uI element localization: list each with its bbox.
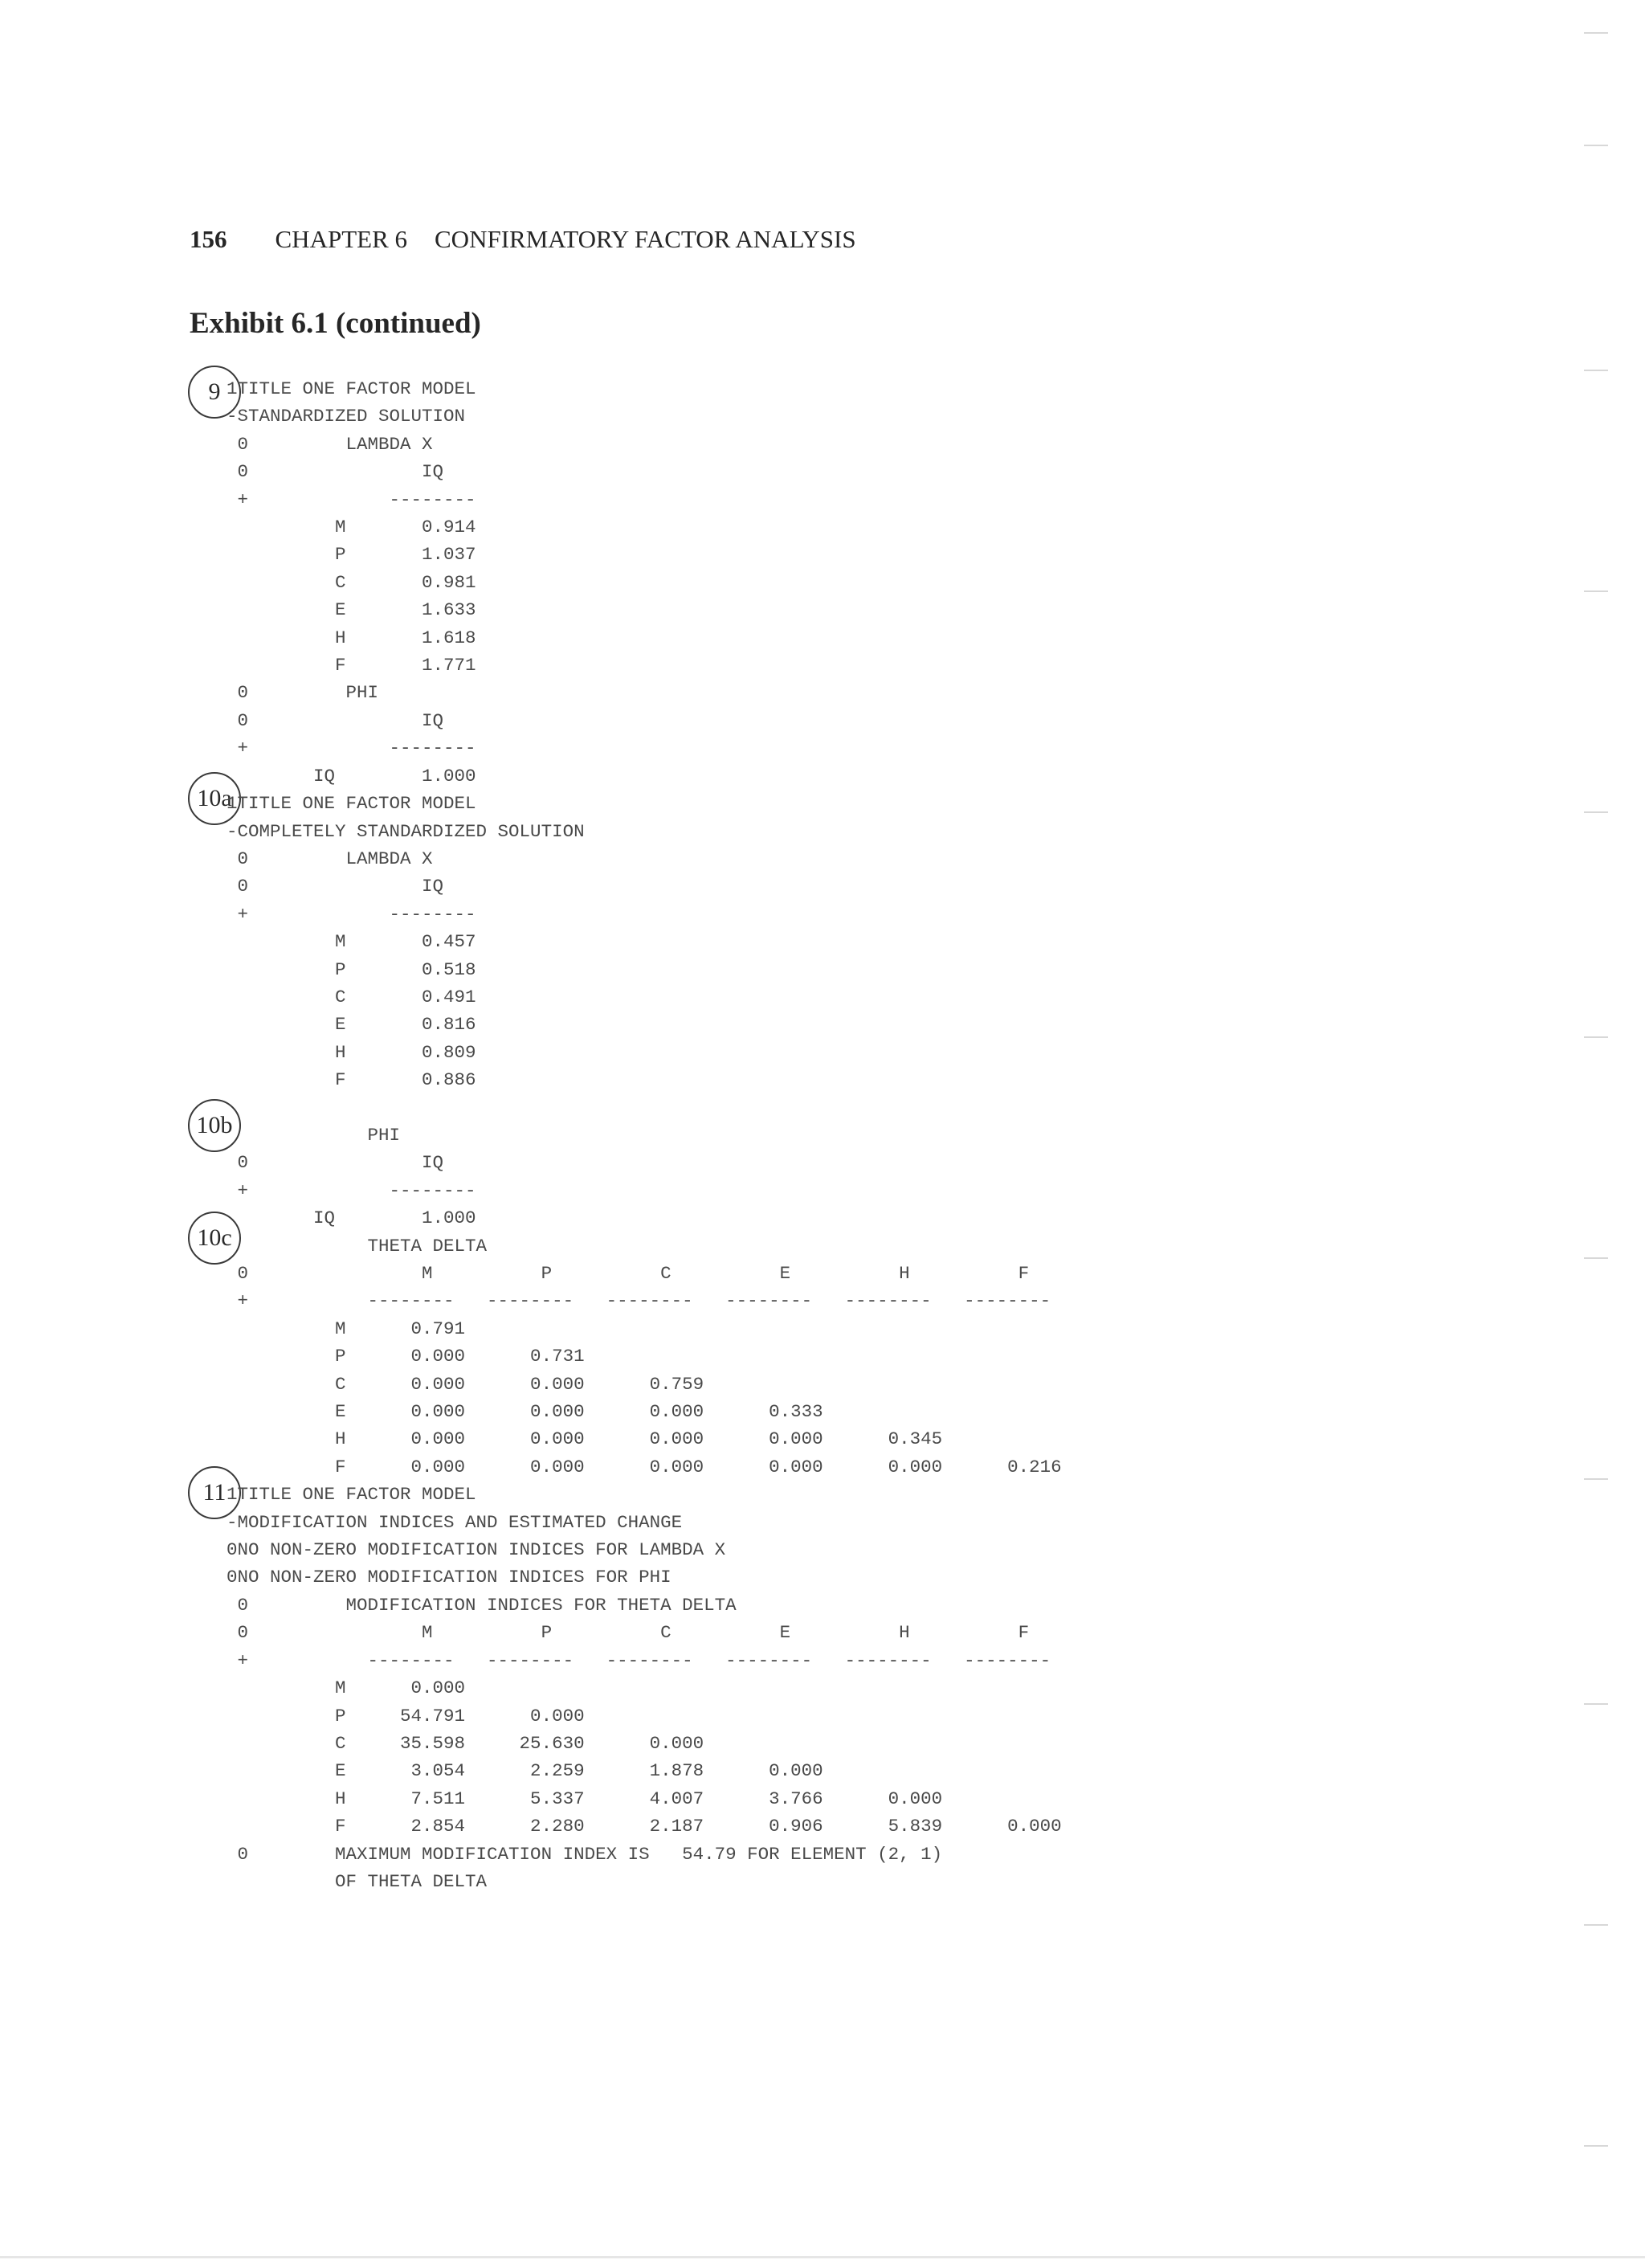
listing-line: 1TITLE ONE FACTOR MODEL [227, 378, 476, 399]
listing-line: M 0.791 [227, 1318, 466, 1339]
listing-line: -MODIFICATION INDICES AND ESTIMATED CHANGE [227, 1511, 683, 1533]
edge-mark [1584, 2145, 1608, 2147]
listing-line: P 0.000 0.731 [227, 1346, 585, 1367]
listing-line: + -------- [227, 488, 476, 510]
listing-line: M 0.000 [227, 1678, 466, 1699]
callout-marker-10c: 10c [188, 1212, 241, 1265]
listing-line: 0 M P C E H F [227, 1622, 1030, 1644]
edge-mark [1584, 1703, 1608, 1705]
edge-mark [1584, 1257, 1608, 1259]
listing-line: H 7.511 5.337 4.007 3.766 0.000 [227, 1788, 943, 1809]
lisrel-output-listing [227, 375, 1062, 1895]
page-number: 156 [190, 225, 227, 253]
edge-mark [1584, 811, 1608, 813]
listing-line: OF THETA DELTA [227, 1870, 488, 1892]
listing-line: E 1.633 [227, 599, 476, 621]
listing-line: 0 IQ [227, 709, 444, 731]
edge-mark [1584, 590, 1608, 592]
running-header [190, 225, 856, 254]
listing-line: F 0.000 0.000 0.000 0.000 0.000 0.216 [227, 1456, 1062, 1477]
listing-line: + -------- [227, 1179, 476, 1201]
listing-line: C 0.491 [227, 986, 476, 1007]
listing-line: 0NO NON-ZERO MODIFICATION INDICES FOR PHI [227, 1567, 671, 1588]
listing-line: 0 IQ [227, 1152, 444, 1174]
scan-edge-line [0, 2256, 1645, 2258]
listing-line: IQ 1.000 [227, 1208, 476, 1229]
listing-line: E 0.000 0.000 0.000 0.333 [227, 1401, 823, 1423]
listing-line: C 0.981 [227, 571, 476, 593]
listing-line: M 0.457 [227, 931, 476, 953]
listing-line: + -------- [227, 903, 476, 925]
listing-line: P 0.518 [227, 958, 476, 980]
edge-mark [1584, 1924, 1608, 1926]
callout-marker-11: 11 [188, 1466, 241, 1519]
exhibit-title: Exhibit 6.1 (continued) [190, 307, 481, 340]
listing-line: F 1.771 [227, 655, 476, 676]
listing-line: 0NO NON-ZERO MODIFICATION INDICES FOR LAMBDA X [227, 1539, 726, 1561]
listing-line: F 2.854 2.280 2.187 0.906 5.839 0.000 [227, 1816, 1062, 1837]
listing-line: + -------- [227, 738, 476, 759]
chapter-title: CONFIRMATORY FACTOR ANALYSIS [435, 225, 856, 253]
listing-line: 0 MODIFICATION INDICES FOR THETA DELTA [227, 1594, 737, 1616]
listing-line: 0 M P C E H F [227, 1263, 1030, 1284]
listing-line: H 0.000 0.000 0.000 0.000 0.345 [227, 1428, 943, 1450]
callout-marker-10a: 10a [188, 772, 241, 825]
listing-line: 1TITLE ONE FACTOR MODEL [227, 793, 476, 815]
listing-line: 0 PHI [227, 682, 379, 704]
listing-line: 0 IQ [227, 876, 444, 897]
listing-line: E 0.816 [227, 1014, 476, 1036]
callout-marker-9: 9 [188, 366, 241, 419]
listing-line: C 0.000 0.000 0.759 [227, 1373, 704, 1395]
listing-line: 0 LAMBDA X [227, 848, 433, 869]
listing-line: 1TITLE ONE FACTOR MODEL [227, 1484, 476, 1506]
listing-line: + -------- -------- -------- -------- -------- -------- [227, 1290, 1051, 1312]
listing-line: -COMPLETELY STANDARDIZED SOLUTION [227, 820, 585, 842]
listing-line: IQ 1.000 [227, 765, 476, 787]
listing-line: H 0.809 [227, 1041, 476, 1063]
listing-line: P 1.037 [227, 544, 476, 566]
listing-line: M 0.914 [227, 517, 476, 538]
chapter-label: CHAPTER 6 [275, 225, 407, 253]
listing-line: THETA DELTA [227, 1235, 488, 1257]
listing-line: C 35.598 25.630 0.000 [227, 1732, 704, 1754]
listing-line: 0 MAXIMUM MODIFICATION INDEX IS 54.79 FOR ELEMENT (2, 1) [227, 1843, 943, 1865]
edge-mark [1584, 1478, 1608, 1480]
edge-mark [1584, 145, 1608, 146]
listing-line: + -------- -------- -------- -------- -------- -------- [227, 1649, 1051, 1671]
edge-mark [1584, 370, 1608, 371]
edge-mark [1584, 1036, 1608, 1038]
listing-line: E 3.054 2.259 1.878 0.000 [227, 1760, 823, 1782]
edge-mark [1584, 32, 1608, 34]
callout-marker-10b: 10b [188, 1099, 241, 1152]
listing-line: 0 LAMBDA X [227, 433, 433, 455]
listing-line: PHI [227, 1124, 401, 1146]
listing-line: H 1.618 [227, 627, 476, 648]
listing-line: 0 IQ [227, 461, 444, 483]
listing-line: P 54.791 0.000 [227, 1705, 585, 1727]
listing-line: -STANDARDIZED SOLUTION [227, 406, 466, 427]
listing-line: F 0.886 [227, 1069, 476, 1091]
